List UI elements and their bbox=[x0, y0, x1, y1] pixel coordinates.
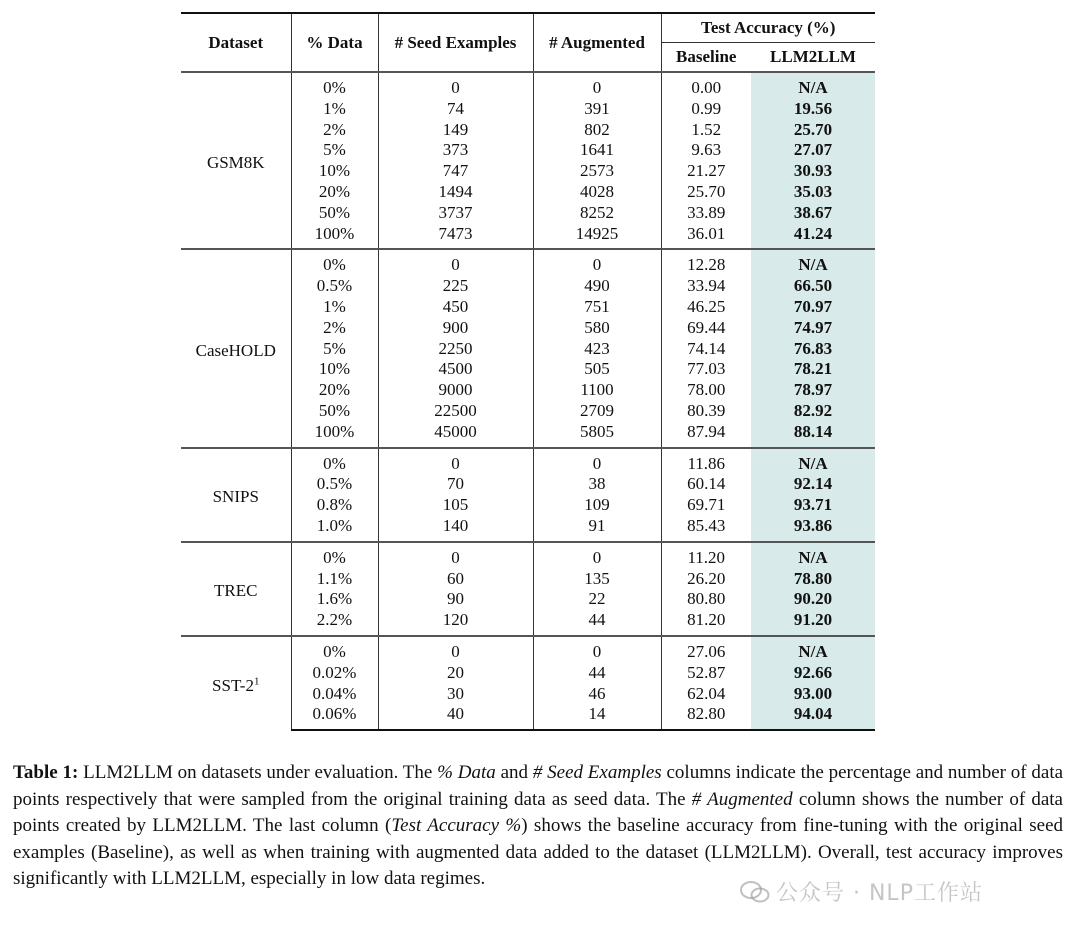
llm2llm-cell: 66.50 bbox=[751, 276, 875, 297]
baseline-cell: 33.89 bbox=[661, 203, 751, 224]
pct-data-cell: 0% bbox=[291, 636, 378, 663]
pct-data-cell: 20% bbox=[291, 380, 378, 401]
pct-data-cell: 10% bbox=[291, 359, 378, 380]
caption-text-5: ) shows the baseline accuracy from fine-tuning with the original seed examples (Baseline), as well as when training with augmented data added to the dataset (LLM2LLM). Overall, test accuracy improves significantly with LLM2LLM, especially in low data regimes. bbox=[13, 815, 1063, 890]
seed-examples-cell: 3737 bbox=[378, 203, 533, 224]
llm2llm-cell: 25.70 bbox=[751, 120, 875, 141]
pct-data-cell: 1.1% bbox=[291, 569, 378, 590]
dataset-name-cell bbox=[181, 249, 291, 447]
pct-data-cell: 0.5% bbox=[291, 474, 378, 495]
table-row bbox=[181, 636, 875, 663]
pct-data-cell: 1.0% bbox=[291, 516, 378, 542]
table-row bbox=[181, 72, 875, 99]
baseline-cell: 11.86 bbox=[661, 448, 751, 475]
table-body bbox=[181, 72, 875, 730]
dataset-name-cell bbox=[181, 636, 291, 730]
baseline-cell: 27.06 bbox=[661, 636, 751, 663]
augmented-cell: 0 bbox=[533, 448, 661, 475]
seed-examples-cell: 70 bbox=[378, 474, 533, 495]
augmented-cell: 1641 bbox=[533, 140, 661, 161]
dataset-name-cell bbox=[181, 72, 291, 249]
pct-data-cell: 1% bbox=[291, 99, 378, 120]
augmented-cell: 109 bbox=[533, 495, 661, 516]
augmented-cell: 44 bbox=[533, 610, 661, 636]
seed-examples-cell: 120 bbox=[378, 610, 533, 636]
augmented-cell: 14925 bbox=[533, 224, 661, 250]
llm2llm-cell: 35.03 bbox=[751, 182, 875, 203]
seed-examples-cell: 40 bbox=[378, 704, 533, 730]
llm2llm-cell: 91.20 bbox=[751, 610, 875, 636]
results-table-container bbox=[181, 12, 875, 731]
augmented-cell: 4028 bbox=[533, 182, 661, 203]
seed-examples-cell: 9000 bbox=[378, 380, 533, 401]
pct-data-cell: 2% bbox=[291, 120, 378, 141]
llm2llm-cell: 92.66 bbox=[751, 663, 875, 684]
augmented-cell: 505 bbox=[533, 359, 661, 380]
seed-examples-cell: 0 bbox=[378, 448, 533, 475]
augmented-cell: 135 bbox=[533, 569, 661, 590]
augmented-cell: 46 bbox=[533, 684, 661, 705]
baseline-cell: 85.43 bbox=[661, 516, 751, 542]
seed-examples-cell: 45000 bbox=[378, 422, 533, 448]
seed-examples-cell: 1494 bbox=[378, 182, 533, 203]
baseline-cell: 11.20 bbox=[661, 542, 751, 569]
header-dataset: Dataset bbox=[181, 13, 291, 72]
pct-data-cell: 0% bbox=[291, 249, 378, 276]
seed-examples-cell: 0 bbox=[378, 249, 533, 276]
header-llm2llm: LLM2LLM bbox=[751, 43, 875, 73]
pct-data-cell: 100% bbox=[291, 422, 378, 448]
table-row bbox=[181, 249, 875, 276]
baseline-cell: 33.94 bbox=[661, 276, 751, 297]
dataset-name-cell bbox=[181, 448, 291, 542]
table-row bbox=[181, 448, 875, 475]
augmented-cell: 8252 bbox=[533, 203, 661, 224]
seed-examples-cell: 0 bbox=[378, 72, 533, 99]
baseline-cell: 87.94 bbox=[661, 422, 751, 448]
pct-data-cell: 50% bbox=[291, 203, 378, 224]
header-test-accuracy: Test Accuracy (%) bbox=[661, 13, 875, 43]
seed-examples-cell: 4500 bbox=[378, 359, 533, 380]
dataset-name-cell bbox=[181, 542, 291, 636]
wechat-icon bbox=[740, 881, 770, 903]
baseline-cell: 69.71 bbox=[661, 495, 751, 516]
llm2llm-cell: 19.56 bbox=[751, 99, 875, 120]
seed-examples-cell: 22500 bbox=[378, 401, 533, 422]
seed-examples-cell: 450 bbox=[378, 297, 533, 318]
llm2llm-cell: 41.24 bbox=[751, 224, 875, 250]
baseline-cell: 0.00 bbox=[661, 72, 751, 99]
augmented-cell: 802 bbox=[533, 120, 661, 141]
llm2llm-cell: 93.00 bbox=[751, 684, 875, 705]
llm2llm-cell: 74.97 bbox=[751, 318, 875, 339]
baseline-cell: 82.80 bbox=[661, 704, 751, 730]
augmented-cell: 751 bbox=[533, 297, 661, 318]
llm2llm-cell: N/A bbox=[751, 448, 875, 475]
pct-data-cell: 0.5% bbox=[291, 276, 378, 297]
pct-data-cell: 100% bbox=[291, 224, 378, 250]
augmented-cell: 391 bbox=[533, 99, 661, 120]
dataset-name: SST-2 bbox=[212, 675, 254, 695]
pct-data-cell: 0% bbox=[291, 448, 378, 475]
llm2llm-cell: 38.67 bbox=[751, 203, 875, 224]
llm2llm-cell: 27.07 bbox=[751, 140, 875, 161]
llm2llm-cell: 76.83 bbox=[751, 339, 875, 360]
baseline-cell: 21.27 bbox=[661, 161, 751, 182]
pct-data-cell: 50% bbox=[291, 401, 378, 422]
footnote-marker: 1 bbox=[253, 674, 260, 687]
llm2llm-cell: N/A bbox=[751, 636, 875, 663]
augmented-cell: 2709 bbox=[533, 401, 661, 422]
llm2llm-cell: 78.21 bbox=[751, 359, 875, 380]
augmented-cell: 2573 bbox=[533, 161, 661, 182]
baseline-cell: 60.14 bbox=[661, 474, 751, 495]
augmented-cell: 0 bbox=[533, 636, 661, 663]
seed-examples-cell: 105 bbox=[378, 495, 533, 516]
pct-data-cell: 0% bbox=[291, 72, 378, 99]
llm2llm-cell: 92.14 bbox=[751, 474, 875, 495]
llm2llm-cell: N/A bbox=[751, 72, 875, 99]
dataset-name: GSM8K bbox=[206, 152, 265, 172]
llm2llm-cell: 94.04 bbox=[751, 704, 875, 730]
caption-italic-4: Test Accuracy % bbox=[391, 815, 522, 837]
baseline-cell: 46.25 bbox=[661, 297, 751, 318]
pct-data-cell: 0.02% bbox=[291, 663, 378, 684]
dataset-name: SNIPS bbox=[212, 486, 259, 506]
augmented-cell: 91 bbox=[533, 516, 661, 542]
caption-italic-1: % Data bbox=[437, 762, 496, 783]
augmented-cell: 0 bbox=[533, 72, 661, 99]
caption-italic-2: # Seed Examples bbox=[532, 762, 662, 783]
baseline-cell: 36.01 bbox=[661, 224, 751, 250]
seed-examples-cell: 30 bbox=[378, 684, 533, 705]
seed-examples-cell: 900 bbox=[378, 318, 533, 339]
seed-examples-cell: 0 bbox=[378, 542, 533, 569]
llm2llm-cell: 70.97 bbox=[751, 297, 875, 318]
pct-data-cell: 2% bbox=[291, 318, 378, 339]
seed-examples-cell: 7473 bbox=[378, 224, 533, 250]
pct-data-cell: 20% bbox=[291, 182, 378, 203]
seed-examples-cell: 140 bbox=[378, 516, 533, 542]
seed-examples-cell: 2250 bbox=[378, 339, 533, 360]
seed-examples-cell: 20 bbox=[378, 663, 533, 684]
baseline-cell: 0.99 bbox=[661, 99, 751, 120]
caption-italic-3: # Augmented bbox=[691, 788, 793, 810]
caption-text-3: columns indicate the percentage and number of data points respectively that were sampled from the original training data as seed data. The bbox=[13, 762, 1064, 810]
baseline-cell: 78.00 bbox=[661, 380, 751, 401]
augmented-cell: 423 bbox=[533, 339, 661, 360]
baseline-cell: 26.20 bbox=[661, 569, 751, 590]
pct-data-cell: 0.8% bbox=[291, 495, 378, 516]
augmented-cell: 14 bbox=[533, 704, 661, 730]
augmented-cell: 1100 bbox=[533, 380, 661, 401]
caption-text-2: and bbox=[495, 762, 533, 783]
caption-text-4: column shows the number of data points created by LLM2LLM. The last column ( bbox=[13, 788, 1063, 837]
llm2llm-cell: 93.71 bbox=[751, 495, 875, 516]
augmented-cell: 38 bbox=[533, 474, 661, 495]
augmented-cell: 22 bbox=[533, 589, 661, 610]
seed-examples-cell: 60 bbox=[378, 569, 533, 590]
header-pct-data: % Data bbox=[291, 13, 378, 72]
results-table bbox=[181, 12, 875, 731]
baseline-cell: 9.63 bbox=[661, 140, 751, 161]
pct-data-cell: 2.2% bbox=[291, 610, 378, 636]
baseline-cell: 80.80 bbox=[661, 589, 751, 610]
pct-data-cell: 5% bbox=[291, 339, 378, 360]
baseline-cell: 69.44 bbox=[661, 318, 751, 339]
augmented-cell: 5805 bbox=[533, 422, 661, 448]
pct-data-cell: 1% bbox=[291, 297, 378, 318]
augmented-cell: 490 bbox=[533, 276, 661, 297]
baseline-cell: 1.52 bbox=[661, 120, 751, 141]
pct-data-cell: 0.04% bbox=[291, 684, 378, 705]
baseline-cell: 77.03 bbox=[661, 359, 751, 380]
header-baseline: Baseline bbox=[661, 43, 751, 73]
pct-data-cell: 0.06% bbox=[291, 704, 378, 730]
llm2llm-cell: 78.80 bbox=[751, 569, 875, 590]
seed-examples-cell: 149 bbox=[378, 120, 533, 141]
header-augmented: # Augmented bbox=[533, 13, 661, 72]
baseline-cell: 25.70 bbox=[661, 182, 751, 203]
baseline-cell: 52.87 bbox=[661, 663, 751, 684]
baseline-cell: 80.39 bbox=[661, 401, 751, 422]
augmented-cell: 44 bbox=[533, 663, 661, 684]
llm2llm-cell: N/A bbox=[751, 249, 875, 276]
dataset-name: CaseHOLD bbox=[195, 340, 276, 360]
watermark-text: 公众号 · NLP工作站 bbox=[776, 881, 983, 906]
caption-label: Table 1: bbox=[13, 762, 79, 783]
llm2llm-cell: 82.92 bbox=[751, 401, 875, 422]
llm2llm-cell: 90.20 bbox=[751, 589, 875, 610]
dataset-name: TREC bbox=[214, 580, 258, 600]
watermark bbox=[740, 876, 983, 907]
pct-data-cell: 10% bbox=[291, 161, 378, 182]
seed-examples-cell: 90 bbox=[378, 589, 533, 610]
table-caption bbox=[13, 760, 1063, 893]
seed-examples-cell: 747 bbox=[378, 161, 533, 182]
pct-data-cell: 5% bbox=[291, 140, 378, 161]
seed-examples-cell: 373 bbox=[378, 140, 533, 161]
llm2llm-cell: 30.93 bbox=[751, 161, 875, 182]
llm2llm-cell: 88.14 bbox=[751, 422, 875, 448]
llm2llm-cell: N/A bbox=[751, 542, 875, 569]
seed-examples-cell: 74 bbox=[378, 99, 533, 120]
baseline-cell: 12.28 bbox=[661, 249, 751, 276]
baseline-cell: 62.04 bbox=[661, 684, 751, 705]
pct-data-cell: 1.6% bbox=[291, 589, 378, 610]
pct-data-cell: 0% bbox=[291, 542, 378, 569]
augmented-cell: 580 bbox=[533, 318, 661, 339]
llm2llm-cell: 93.86 bbox=[751, 516, 875, 542]
llm2llm-cell: 78.97 bbox=[751, 380, 875, 401]
baseline-cell: 74.14 bbox=[661, 339, 751, 360]
seed-examples-cell: 0 bbox=[378, 636, 533, 663]
header-seed-examples: # Seed Examples bbox=[378, 13, 533, 72]
augmented-cell: 0 bbox=[533, 249, 661, 276]
baseline-cell: 81.20 bbox=[661, 610, 751, 636]
table-row bbox=[181, 542, 875, 569]
caption-text-1: LLM2LLM on datasets under evaluation. The bbox=[78, 762, 438, 783]
seed-examples-cell: 225 bbox=[378, 276, 533, 297]
augmented-cell: 0 bbox=[533, 542, 661, 569]
